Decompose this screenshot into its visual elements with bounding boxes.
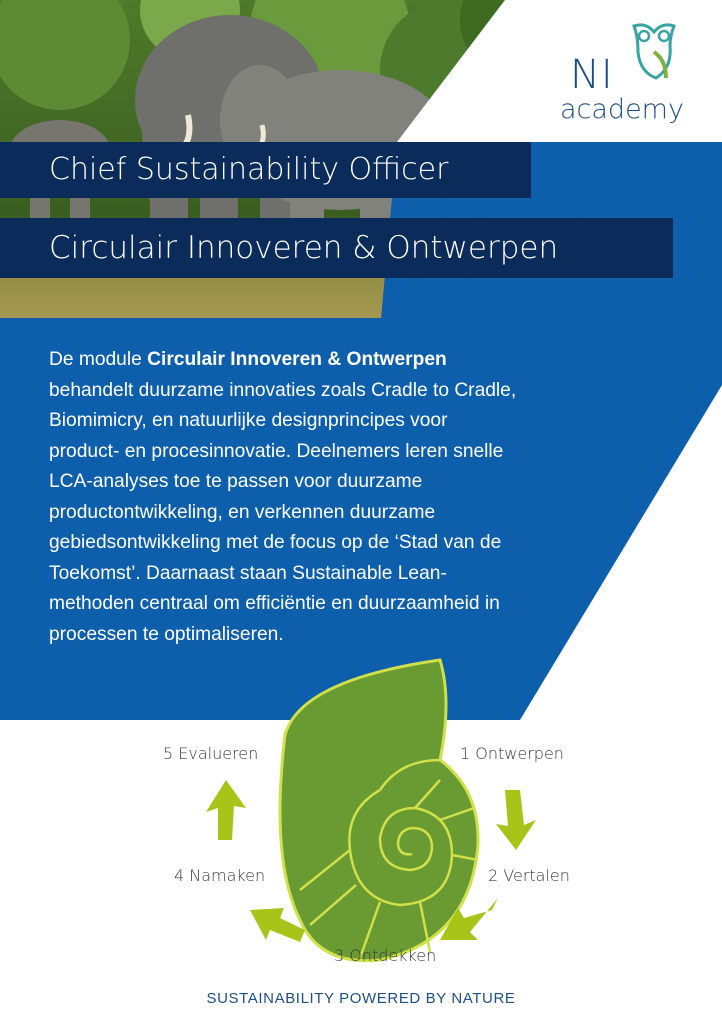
intro-bold: Circulair Innoveren & Ontwerpen <box>147 349 447 370</box>
intro-lead: De module <box>49 349 148 370</box>
step-ontwerpen: 1 Ontwerpen <box>460 744 564 763</box>
design-cycle-diagram <box>0 640 722 980</box>
program-title: Chief Sustainability Officer <box>49 152 449 187</box>
owl-icon <box>626 22 682 84</box>
step-ontdekken: 3 Ontdekken <box>334 946 437 965</box>
step-namaken: 4 Namaken <box>174 866 266 885</box>
module-description <box>49 345 519 650</box>
module-title-bar <box>0 218 673 278</box>
intro-rest: behandelt duurzame innovaties zoals Cradle to Cradle, Biomimicry, en natuurlijke designprincipes voor product- en procesinnovatie. Deelnemers leren snelle LCA-analyses toe te passen voor duurzame productontwikkeling, en verkennen duurzame gebiedsontwikkeling met de focus op de ‘Stad van de Toekomst’. Daarnaast staan Sustainable Lean-methoden centraal om efficiëntie en duurzaamheid in processen te optimaliseren. <box>49 379 517 645</box>
logo-ni-text: NI <box>570 52 614 98</box>
step-evalueren: 5 Evalueren <box>163 744 259 763</box>
nautilus-shell-icon <box>0 640 722 980</box>
logo-academy-text: academy <box>560 94 684 125</box>
program-title-bar <box>0 142 531 198</box>
step-vertalen: 2 Vertalen <box>488 866 570 885</box>
footer-tagline: SUSTAINABILITY POWERED BY NATURE <box>206 990 516 1007</box>
module-title: Circulair Innoveren & Ontwerpen <box>49 230 559 266</box>
ni-academy-logo <box>560 22 700 132</box>
